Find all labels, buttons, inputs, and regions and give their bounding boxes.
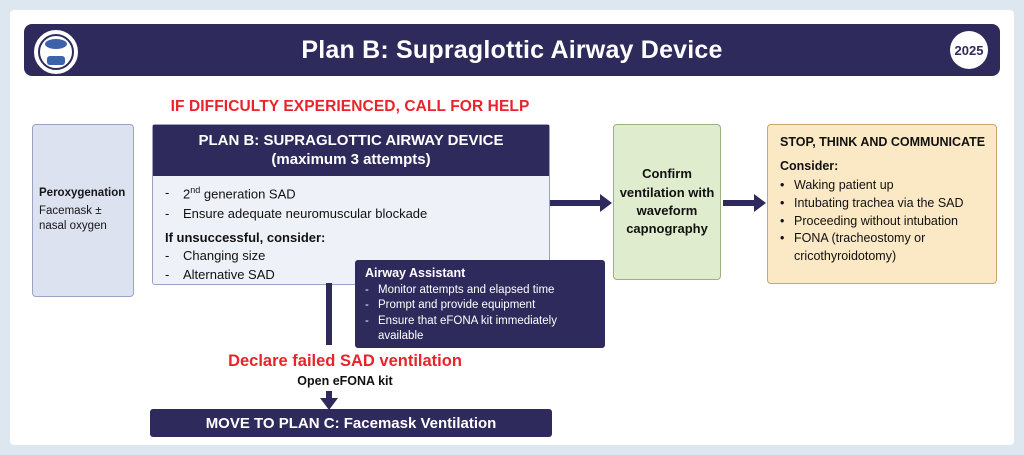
plan-b-subitem-text: Changing size [183,248,266,264]
arrow-planb-down [326,283,332,345]
flowchart-page [10,10,1014,445]
header-banner [24,24,1000,76]
declare-failed-text: Declare failed SAD ventilation [228,352,462,370]
dash-marker: - [165,205,170,221]
move-to-plan-c-bar: MOVE TO PLAN C: Facemask Ventilation [150,409,552,437]
confirm-ventilation-box: Confirm ventilation with waveform capnography [613,124,721,280]
arrow-planb-to-confirm [550,200,600,206]
bullet-marker: • [780,231,785,246]
stop-think-item-text: FONA (tracheostomy or cricothyroidotomy) [794,231,926,263]
open-efona-kit-text: Open eFONA kit [297,374,393,388]
bullet-marker: • [780,178,785,192]
plan-b-subitem-text: Alternative SAD [183,267,275,283]
stop-think-item [780,213,988,231]
airway-assistant-item-text: Prompt and provide equipment [378,299,536,312]
stop-think-item-text: Waking patient up [794,178,894,192]
plan-b-heading-line-2: (maximum 3 attempts) [271,151,431,169]
dash-marker: - [365,299,369,312]
dash-marker: - [365,284,369,296]
arrow-confirm-to-stop [723,200,754,206]
stop-think-item [780,230,988,266]
plan-b-heading-line-1: PLAN B: SUPRAGLOTTIC AIRWAY DEVICE [198,132,504,149]
airway-assistant-item-text: Ensure that eFONA kit immediately available [378,314,557,343]
airway-assistant-item [365,314,597,345]
dash-marker: - [365,314,369,327]
stop-think-title: STOP, THINK AND COMMUNICATE [780,135,986,149]
call-for-help-warning: IF DIFFICULTY EXPERIENCED, CALL FOR HELP [170,98,530,115]
plan-b-item [165,205,539,224]
plan-b-item [165,184,539,204]
airway-assistant-item [365,298,597,313]
stop-think-consider-label: Consider: [780,159,839,173]
arrow-planb-to-confirm-head [600,194,612,212]
stop-think-item-text: Proceeding without intubation [794,213,959,228]
plan-b-item-text: 2nd generation SAD [183,185,296,202]
airway-assistant-title: Airway Assistant [365,266,466,280]
dash-marker: - [165,248,170,264]
dash-marker: - [165,185,170,201]
peroxygenation-line-1: Facemask ± [39,204,102,217]
page-title: Plan B: Supraglottic Airway Device [301,35,723,64]
stop-think-communicate-box [767,124,997,284]
plan-b-item-text: Ensure adequate neuromuscular blockade [183,205,428,221]
stop-think-item [780,177,988,195]
dash-marker: - [165,267,170,283]
plan-b-heading [153,125,549,176]
airway-assistant-item-text: Monitor attempts and elapsed time [378,284,555,296]
ordinal-suffix: nd [190,185,201,196]
peroxygenation-box [32,124,134,297]
bullet-marker: • [780,195,785,210]
peroxygenation-line-2: nasal oxygen [39,220,107,232]
das-society-logo-icon [34,30,78,74]
airway-assistant-item [365,283,597,298]
bullet-marker: • [780,213,785,228]
peroxygenation-title: Peroxygenation [39,186,126,199]
stop-think-item [780,195,988,213]
arrow-confirm-to-stop-head [754,194,766,212]
stop-think-item-text: Intubating trachea via the SAD [794,195,964,210]
airway-assistant-box [355,260,605,348]
plan-b-subheading: If unsuccessful, consider: [165,230,326,246]
year-badge: 2025 [950,31,988,69]
